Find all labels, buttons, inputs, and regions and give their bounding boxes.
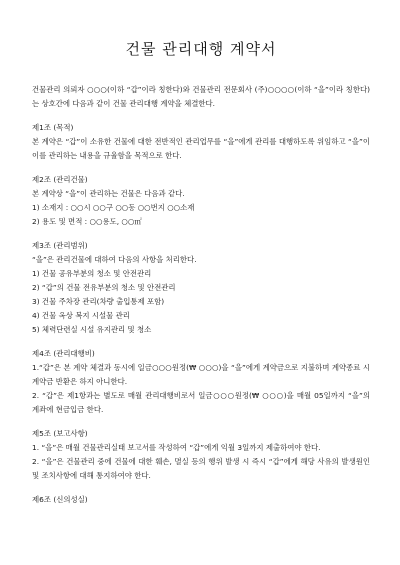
article-text: “을”은 관리건물에 대하여 다음의 사항을 처리한다. bbox=[32, 255, 197, 264]
article-1 bbox=[32, 121, 370, 163]
intro-paragraph: 건물관리 의뢰자 ○○○(이하 “갑”이라 칭한다)와 건물관리 전문회사 (주)○○○○(이하 “을”이라 칭한다)는 상호간에 다음과 같이 건물 관리대행 계약을 체결한다. bbox=[32, 85, 370, 108]
article-item: 1) 건물 공유부분의 청소 및 안전관리 bbox=[32, 269, 152, 278]
article-item: 2) “갑”의 건물 전유부분의 청소 및 안전관리 bbox=[32, 283, 176, 292]
article-item: 3) 건물 주차장 관리(차량 출입통제 포함) bbox=[32, 297, 165, 306]
article-heading: 제3조 (관리범위) bbox=[32, 241, 88, 250]
article-2 bbox=[32, 173, 370, 229]
article-text: 본 계약상 “을”이 관리하는 건물은 다음과 같다. bbox=[32, 189, 185, 198]
article-heading: 제1조 (목적) bbox=[32, 123, 74, 132]
article-clause: 1. “을”은 매월 건물관리실태 보고서를 작성하여 “갑”에게 익월 3일까지 제출하여야 한다. bbox=[32, 443, 321, 452]
article-heading: 제2조 (관리건물) bbox=[32, 175, 88, 184]
article-item: 5) 체력단련실 시설 유지관리 및 청소 bbox=[32, 325, 152, 334]
article-4 bbox=[32, 347, 370, 417]
article-item: 1) 소재지 : ○○시 ○○구 ○○동 ○○번지 ○○소재 bbox=[32, 203, 195, 212]
article-item: 2) 용도 및 면적 : ○○용도, ○○㎡ bbox=[32, 217, 142, 226]
article-clause: 2. “갑”은 제1항과는 별도로 매월 관리대행비로서 일금○○○원정(₩ ○○○)을 매월 05일까지 “을”의 계좌에 현금입금 한다. bbox=[32, 391, 370, 414]
article-heading: 제4조 (관리대행비) bbox=[32, 349, 95, 358]
article-text: 본 계약은 “갑”이 소유한 건물에 대한 전반적인 관리업무를 “을”에게 관리를 대행하도록 위임하고 “을”이 이를 관리하는 내용을 규율함을 목적으로 한다. bbox=[32, 137, 370, 160]
article-heading: 제5조 (보고사항) bbox=[32, 429, 88, 438]
article-3 bbox=[32, 239, 370, 337]
article-item: 4) 건물 옥상 복지 시설물 관리 bbox=[32, 311, 130, 320]
article-clause: 1.“갑”은 본 계약 체결과 동시에 일금○○○원정(₩ ○○○)을 “을”에게 계약금으로 지불하며 계약종료 시 계약금 반환은 하지 아니한다. bbox=[32, 363, 370, 386]
article-6 bbox=[32, 493, 370, 507]
article-5 bbox=[32, 427, 370, 483]
article-clause: 2. “을”은 건물관리 중에 건물에 대한 훼손, 멸실 등의 행위 발생 시 즉시 “갑”에게 해당 사유의 발생원인 및 조치사항에 대해 통지하여야 한다. bbox=[32, 457, 370, 480]
document-title: 건물 관리대행 계약서 bbox=[125, 40, 277, 58]
article-heading: 제6조 (신의성실) bbox=[32, 495, 88, 504]
